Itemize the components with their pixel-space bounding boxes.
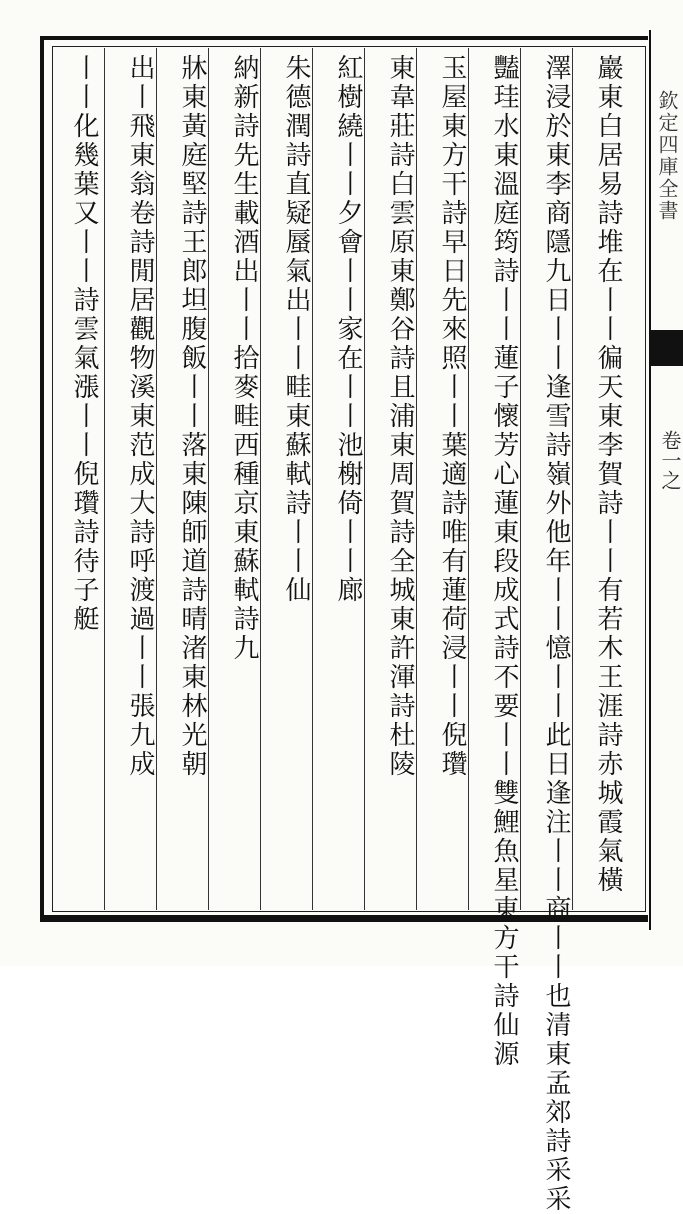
text-column-2: 澤浸於東李商隱九日丨丨逢雪詩嶺外他年丨丨憶丨丨此日逢注丨丨商丨丨也清東孟郊詩采采 (541, 54, 571, 1214)
text-column-7: 朱德潤詩直疑蜃氣出丨丨畦東蘇軾詩丨丨仙 (281, 54, 311, 605)
text-column-1: 巖東白居易詩堆在丨丨徧天東李賀詩丨丨有若木王涯詩赤城霞氣橫 (593, 54, 623, 895)
text-column-3: 豔珪水東溫庭筠詩丨丨蓮子懷芳心蓮東段成式詩不要丨丨雙鯉魚星東方干詩仙源 (489, 54, 519, 1069)
text-column-10: 出丨飛東翁卷詩閒居觀物溪東范成大詩呼渡過丨丨張九成 (125, 54, 155, 779)
text-column-6: 紅樹繞丨丨夕會丨丨家在丨丨池榭倚丨丨廊 (333, 54, 363, 605)
text-column-8: 納新詩先生載酒出丨丨拾麥畦西種京東蘇軾詩九 (229, 54, 259, 663)
text-column-4: 玉屋東方干詩早日先來照丨丨葉適詩唯有蓮荷浸丨丨倪瓚 (437, 54, 467, 779)
margin-volume-label: 卷一之 (658, 430, 682, 490)
text-column-9: 牀東黃庭堅詩王郎坦腹飯丨丨落東陳師道詩晴渚東林光朝 (177, 54, 207, 779)
margin-separator (649, 30, 651, 930)
text-column-5: 東韋莊詩白雲原東鄭谷詩且浦東周賀詩全城東許渾詩杜陵 (385, 54, 415, 779)
text-column-11: 丨丨化幾葉又丨丨詩雲氣漲丨丨倪瓚詩待子艇 (69, 54, 99, 634)
margin-strip (649, 30, 683, 930)
margin-title: 欽定四庫全書 (655, 90, 679, 222)
margin-black-block (651, 330, 683, 366)
